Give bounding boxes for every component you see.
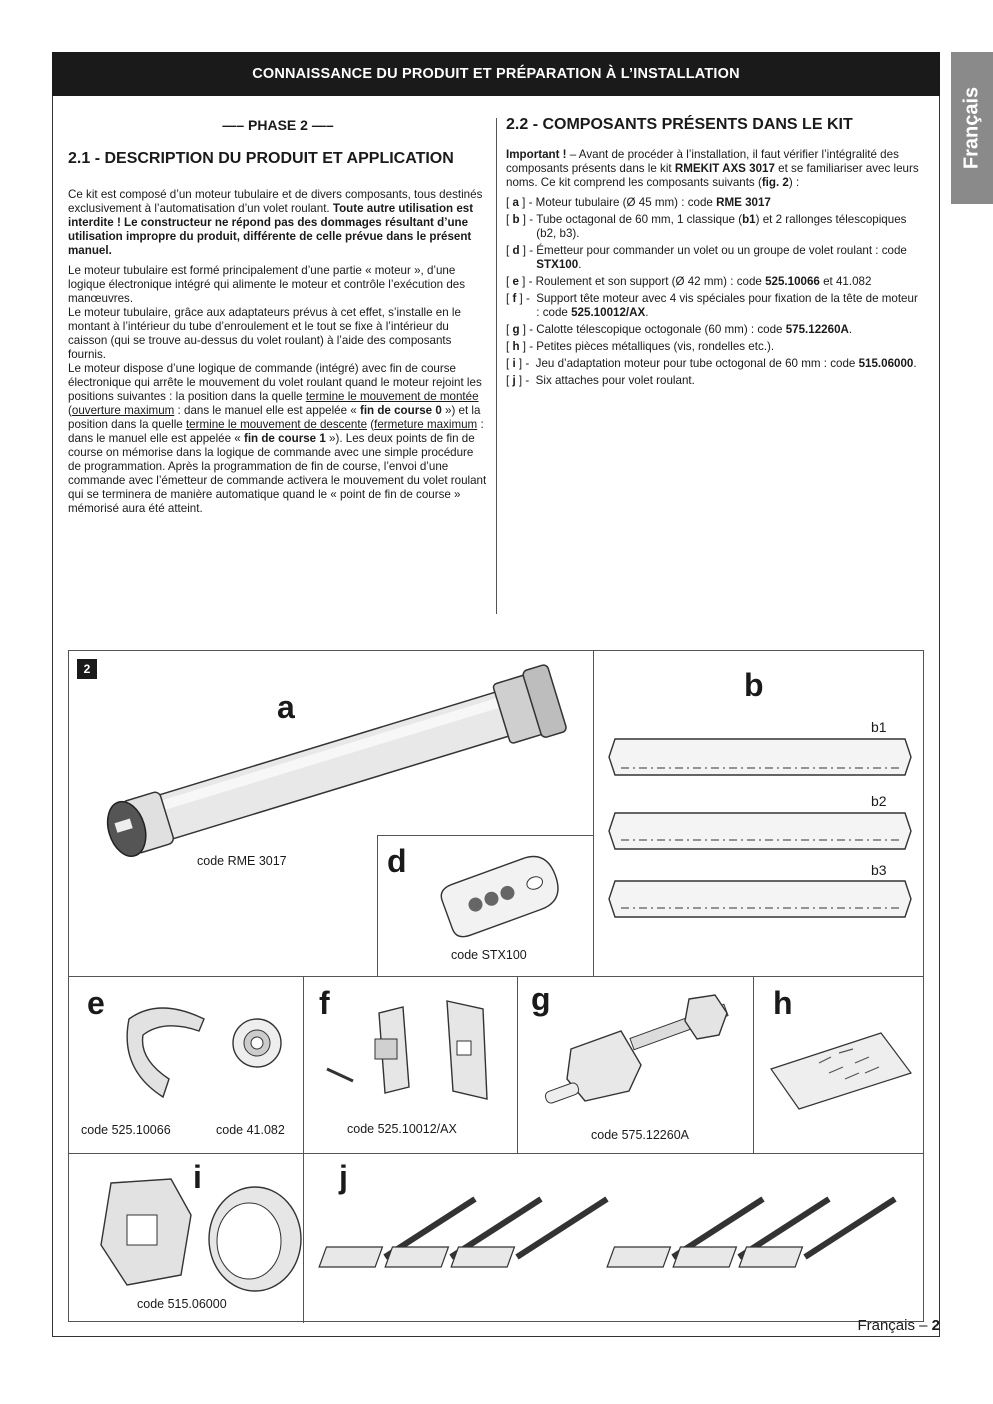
component-text: Moteur tubulaire (Ø 45 mm) : code <box>535 196 717 209</box>
adapter-set-illustration <box>87 1175 307 1295</box>
left-column <box>68 118 488 522</box>
label-j: j <box>339 1159 348 1195</box>
divider-gh <box>753 976 754 1154</box>
component-letter: h <box>512 340 520 353</box>
component-description <box>536 196 924 210</box>
p4-t6: : dans le manuel elle est appelée « <box>68 418 484 445</box>
p4-u1: termine le mouvement de montée <box>305 390 479 403</box>
motor-head-support-illustration <box>323 997 503 1107</box>
component-letter: j <box>512 374 516 387</box>
code-i: code 515.06000 <box>137 1297 227 1311</box>
component-letter: f <box>512 292 517 305</box>
small-parts-bag-illustration <box>769 1023 915 1113</box>
label-b3: b3 <box>871 862 887 878</box>
component-list <box>506 196 924 388</box>
section-header-title: CONNAISSANCE DU PRODUIT ET PRÉPARATION À L’INSTALLATION <box>252 66 740 82</box>
divider-fg <box>517 976 518 1154</box>
paragraph-4 <box>68 362 488 516</box>
bearing-support-illustration <box>119 999 299 1109</box>
code-a: code RME 3017 <box>197 854 287 868</box>
component-letter: g <box>512 323 520 336</box>
component-description <box>536 374 924 388</box>
p4-t2: ( <box>68 404 72 417</box>
p4-t4: ») et la position dans la quelle <box>68 404 481 431</box>
component-sep: ] - <box>518 275 536 288</box>
label-b1: b1 <box>871 719 887 735</box>
component-description <box>536 292 924 320</box>
component-key: [ i ] - <box>506 357 536 370</box>
p4-t5: ( <box>367 418 375 431</box>
footer-text: Français – <box>857 1317 932 1334</box>
component-description <box>536 357 924 371</box>
component-sep: ] - <box>516 292 537 305</box>
label-f: f <box>319 985 330 1021</box>
component-description <box>536 323 924 337</box>
telescopic-cap-illustration <box>539 991 749 1121</box>
intro-important: Important ! <box>506 148 567 161</box>
code-e2: code 41.082 <box>216 1123 285 1137</box>
p4-u4: fermeture maximum <box>374 418 478 431</box>
paragraph-2: Le moteur tubulaire est formé principalement d’une partie « moteur », d’une logique électronique intégré qui alimente le moteur et contrôle l’exécution des manœuvres. <box>68 264 466 305</box>
component-letter: b <box>512 213 520 226</box>
component-description <box>536 340 924 354</box>
component-item-e <box>506 275 924 289</box>
page-number: 2 <box>931 1317 940 1334</box>
component-letter: d <box>512 244 520 257</box>
intro-paragraph <box>506 148 924 190</box>
code-g: code 575.12260A <box>591 1128 690 1142</box>
component-sep: ] - <box>519 323 537 336</box>
component-sep: ] - <box>515 374 536 387</box>
component-letter: a <box>512 196 519 209</box>
paragraph-3: Le moteur tubulaire, grâce aux adaptateurs prévus à cet effet, s’installe en le montant à l’intérieur du tube d’enroulement et le tout se fixe à l’intérieur du caisson (qui se trouve au-dessus du volet roulant) à l’aide des composants fournis. <box>68 306 461 361</box>
component-code: 525.10012/AX <box>571 306 646 319</box>
component-item-f <box>506 292 924 320</box>
divider-ef <box>303 976 304 1154</box>
component-code: b1 <box>742 213 756 226</box>
label-a: a <box>277 689 295 725</box>
component-item-b <box>506 213 924 241</box>
column-divider <box>496 118 497 614</box>
section-2-1-heading: 2.1 - DESCRIPTION DU PRODUIT ET APPLICATION <box>68 150 454 167</box>
page-footer <box>857 1317 940 1334</box>
p4-u2: ouverture maximum <box>71 404 175 417</box>
component-code: 515.06000 <box>858 357 914 370</box>
component-key: [ j ] - <box>506 374 536 387</box>
p1-warning: Toute autre utilisation est interdite ! Le constructeur ne répond pas des dommages résultant d’une utilisation impropre du produit, différente de celle prévue dans le présent manuel. <box>68 202 474 257</box>
component-key: [ d ] - <box>506 244 537 257</box>
component-item-a <box>506 196 924 210</box>
label-d: d <box>387 843 407 879</box>
phase-title: —– PHASE 2 —– <box>222 117 334 133</box>
label-g: g <box>531 981 551 1017</box>
octagonal-tubes-illustration <box>605 731 915 931</box>
shutter-straps-illustration <box>345 1185 915 1305</box>
component-item-g <box>506 323 924 337</box>
component-letter: e <box>512 275 519 288</box>
remote-control-illustration <box>429 851 569 941</box>
tubular-motor-illustration <box>89 669 589 859</box>
component-tail: . <box>578 258 582 271</box>
component-key: [ e ] - <box>506 275 536 288</box>
label-i: i <box>193 1159 202 1195</box>
component-text: Petites pièces métalliques (vis, rondelles etc.). <box>536 340 775 353</box>
component-key: [ g ] - <box>506 323 537 336</box>
label-e: e <box>87 985 105 1021</box>
component-text: Émetteur pour commander un volet ou un groupe de volet roulant : code <box>536 244 907 257</box>
intro-kit-name: RMEKIT AXS 3017 <box>674 162 775 175</box>
component-text: Calotte télescopique octogonale (60 mm) : code <box>536 323 786 336</box>
component-code: 575.12260A <box>785 323 849 336</box>
component-description <box>536 213 924 241</box>
component-text: Six attaches pour volet roulant. <box>535 374 695 387</box>
p4-b1: fin de course 0 <box>359 404 442 417</box>
right-column <box>506 118 924 391</box>
component-item-j <box>506 374 924 388</box>
component-code: STX100 <box>536 258 579 271</box>
component-tail: . <box>913 357 917 370</box>
p4-t7: »). Les deux points de fin de course on mémorise dans la logique de commande avec une simple procédure de programmation. Après la programmation de fin de course, l’envoi d’une commande avec l’émetteur de commande activera le mouvement du volet roulant qui se terminera de manière automatique quand le « point de fin de course » mémorisé aura été atteint. <box>68 432 487 515</box>
section-header <box>52 52 940 96</box>
component-description <box>536 275 924 289</box>
component-sep: ] - <box>518 196 536 209</box>
figure-number: 2 <box>77 659 97 679</box>
component-text: Support tête moteur avec 4 vis spéciales pour fixation de la tête de moteur : code <box>536 292 918 319</box>
component-sep: ] - <box>519 213 537 226</box>
component-tail: ) et 2 rallonges télescopiques (b2, b3). <box>536 213 907 240</box>
component-text: Roulement et son support (Ø 42 mm) : code <box>535 275 766 288</box>
component-code: RME 3017 <box>716 196 771 209</box>
component-key: [ h ] - <box>506 340 537 353</box>
component-description <box>536 244 924 272</box>
section-2-2-heading: 2.2 - COMPOSANTS PRÉSENTS DANS LE KIT <box>506 116 853 133</box>
component-tail: . <box>848 323 853 336</box>
p4-t3: : dans le manuel elle est appelée « <box>174 404 360 417</box>
component-sep: ] - <box>519 244 537 257</box>
p4-b2: fin de course 1 <box>243 432 326 445</box>
component-tail: . <box>645 306 649 319</box>
code-f: code 525.10012/AX <box>347 1122 457 1136</box>
component-key: [ b ] - <box>506 213 537 226</box>
paragraph-1 <box>68 188 488 258</box>
language-tab <box>951 52 993 204</box>
figure-2 <box>68 650 924 1322</box>
label-b2: b2 <box>871 793 887 809</box>
component-text: Tube octagonal de 60 mm, 1 classique ( <box>536 213 743 226</box>
intro-t1: – Avant de procéder à l’installation, il faut vérifier l’intégralité des composants présents dans le kit <box>506 148 899 175</box>
code-d: code STX100 <box>451 948 527 962</box>
language-tab-label: Français <box>960 86 983 170</box>
intro-t2: et se familiariser avec leurs noms. Ce kit comprend les composants suivants ( <box>506 162 919 189</box>
intro-t3: ) : <box>788 176 800 189</box>
component-sep: ] - <box>519 340 537 353</box>
component-letter: i <box>512 357 516 370</box>
component-text: Jeu d’adaptation moteur pour tube octogonal de 60 mm : code <box>535 357 859 370</box>
label-b: b <box>744 667 764 703</box>
p1-text: Ce kit est composé d’un moteur tubulaire et de divers composants, tous destinés exclusivement à l’automatisation d’un volet roulant. <box>68 188 483 215</box>
code-e1: code 525.10066 <box>81 1123 171 1137</box>
p4-t1: Le moteur dispose d’une logique de commande (intégré) avec fin de course électronique qui arrête le mouvement du volet roulant quand le moteur rejoint les positions suivantes : la position dans la quelle <box>68 362 482 403</box>
component-item-d <box>506 244 924 272</box>
intro-fig-ref: fig. 2 <box>761 176 789 189</box>
component-tail: et 41.082 <box>819 275 872 288</box>
component-key: [ a ] - <box>506 196 536 209</box>
component-sep: ] - <box>515 357 536 370</box>
component-item-i <box>506 357 924 371</box>
component-key: [ f ] - <box>506 292 537 305</box>
component-item-h <box>506 340 924 354</box>
p4-u3: termine le mouvement de descente <box>185 418 368 431</box>
label-h: h <box>773 985 793 1021</box>
component-code: 525.10066 <box>765 275 820 288</box>
